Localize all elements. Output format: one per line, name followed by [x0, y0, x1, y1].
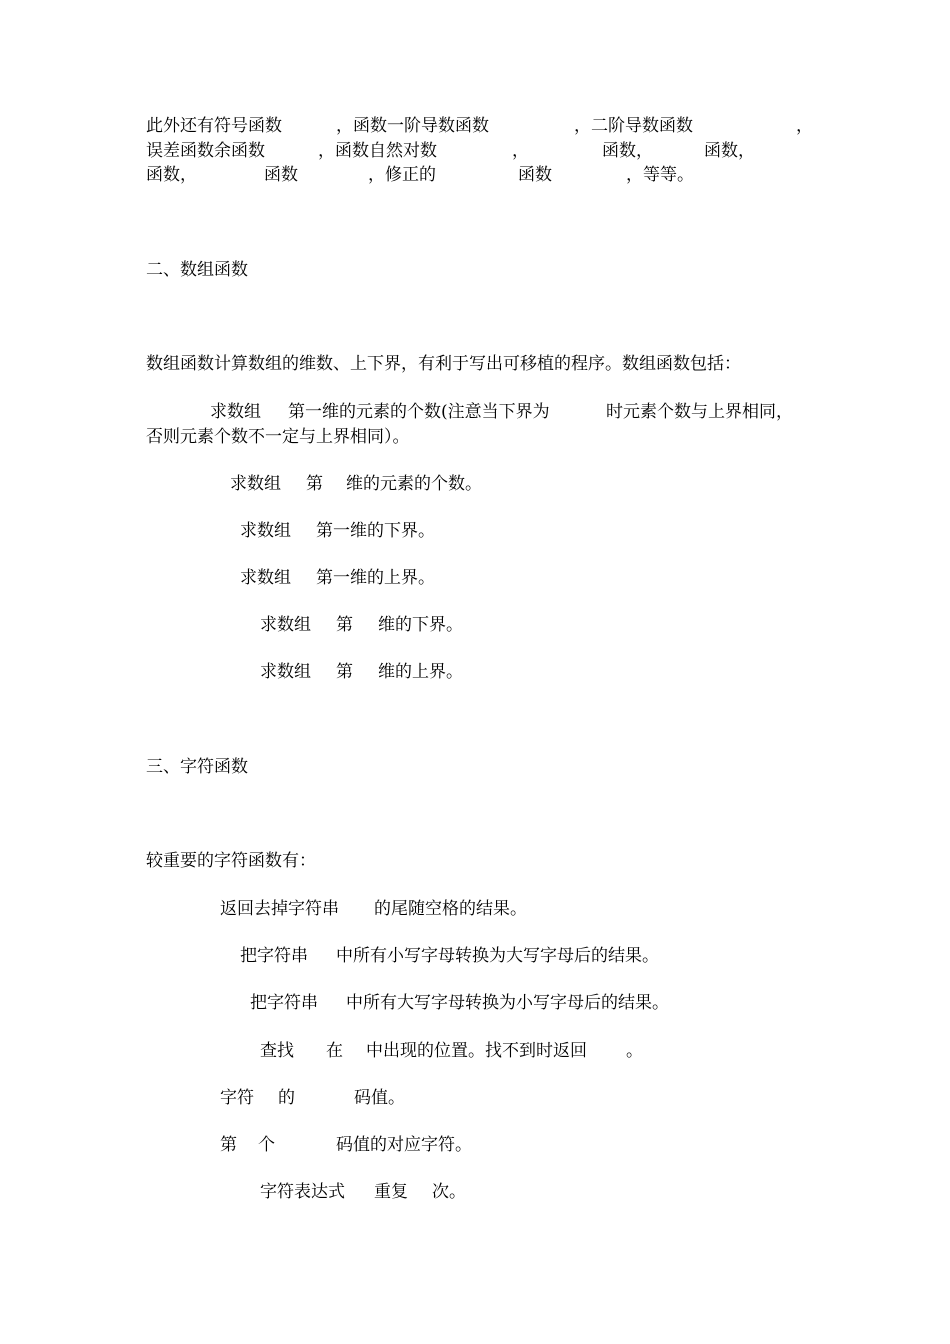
char-item7-b: 重复	[374, 1182, 408, 1202]
intro-line2-b: ，函数自然对数	[318, 141, 437, 161]
char-item6-b: 个	[258, 1135, 275, 1155]
array-item4-a: 求数组	[240, 568, 291, 588]
array-item2-c: 维的元素的个数。	[346, 474, 482, 494]
array-item3-a: 求数组	[240, 521, 291, 541]
array-item1-c: 时元素个数与上界相同，	[606, 402, 793, 422]
char-item2-a: 把字符串	[240, 946, 308, 966]
intro-line2-e: 函数，	[704, 141, 755, 161]
intro-line3-b: 函数	[264, 165, 298, 185]
array-item6-c: 维的上界。	[378, 662, 463, 682]
array-item5-b: 第	[336, 615, 353, 635]
char-item6-a: 第	[220, 1135, 237, 1155]
array-item5-a: 求数组	[260, 615, 311, 635]
char-item4-a: 查找	[260, 1041, 294, 1061]
section2-intro: 数组函数计算数组的维数、上下界，有利于写出可移植的程序。数组函数包括：	[146, 354, 741, 374]
array-item1-a: 求数组	[210, 402, 261, 422]
array-item1-b: 第一维的元素的个数(注意当下界为	[288, 402, 550, 422]
char-item1-b: 的尾随空格的结果。	[374, 899, 527, 919]
intro-line1-b: ，函数一阶导数函数	[336, 116, 489, 136]
intro-line2-c: ，	[512, 141, 529, 161]
array-item2-a: 求数组	[230, 474, 281, 494]
intro-line3-d: 函数	[518, 165, 552, 185]
array-item2-b: 第	[306, 474, 323, 494]
char-item5-c: 码值。	[354, 1088, 405, 1108]
section3-intro: 较重要的字符函数有：	[146, 851, 316, 871]
array-item3-b: 第一维的下界。	[316, 521, 435, 541]
char-item1-a: 返回去掉字符串	[220, 899, 339, 919]
intro-line2-d: 函数，	[602, 141, 653, 161]
section2-heading: 二、数组函数	[146, 260, 248, 280]
intro-line2-a: 误差函数余函数	[146, 141, 265, 161]
char-item3-b: 中所有大写字母转换为小写字母后的结果。	[346, 993, 669, 1013]
char-item7-c: 次。	[432, 1182, 466, 1202]
intro-line3-e: ，等等。	[626, 165, 694, 185]
char-item5-b: 的	[278, 1088, 295, 1108]
char-item5-a: 字符	[220, 1088, 254, 1108]
intro-line3-c: ，修正的	[368, 165, 436, 185]
array-item4-b: 第一维的上界。	[316, 568, 435, 588]
section3-heading: 三、字符函数	[146, 757, 248, 777]
char-item2-b: 中所有小写字母转换为大写字母后的结果。	[336, 946, 659, 966]
char-item6-c: 码值的对应字符。	[336, 1135, 472, 1155]
array-item6-b: 第	[336, 662, 353, 682]
intro-line1-c: ，二阶导数函数	[574, 116, 693, 136]
array-item5-c: 维的下界。	[378, 615, 463, 635]
array-item1-cont: 否则元素个数不一定与上界相同）。	[146, 427, 410, 447]
intro-line3-a: 函数，	[146, 165, 197, 185]
intro-line1-a: 此外还有符号函数	[146, 116, 282, 136]
char-item7-a: 字符表达式	[260, 1182, 345, 1202]
char-item4-c: 中出现的位置。找不到时返回	[366, 1041, 587, 1061]
char-item4-d: 。	[626, 1041, 643, 1061]
array-item6-a: 求数组	[260, 662, 311, 682]
intro-line1-d: ，	[796, 116, 813, 136]
char-item4-b: 在	[326, 1041, 343, 1061]
char-item3-a: 把字符串	[250, 993, 318, 1013]
